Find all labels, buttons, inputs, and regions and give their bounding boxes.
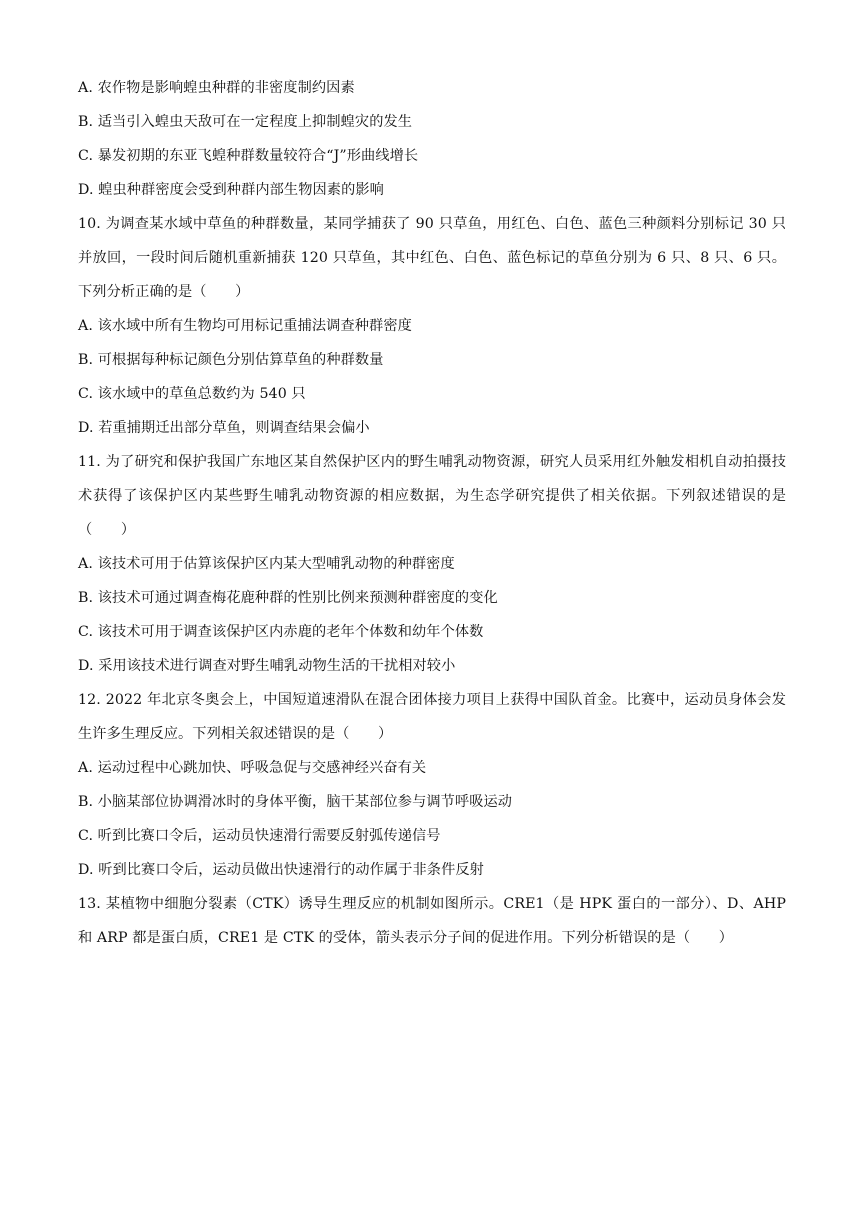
q12-option-a: A. 运动过程中心跳加快、呼吸急促与交感神经兴奋有关 xyxy=(78,760,427,776)
q11-option-d: D. 采用该技术进行调查对野生哺乳动物生活的干扰相对较小 xyxy=(78,658,456,674)
q12-stem: 12. 2022 年北京冬奥会上，中国短道速滑队在混合团体接力项目上获得中国队首金。比赛中，运动员身体会发生许多生理反应。下列相关叙述错误的是（ ） xyxy=(78,692,786,742)
question-content xyxy=(78,71,786,955)
q12-option-d: D. 听到比赛口令后，运动员做出快速滑行的动作属于非条件反射 xyxy=(78,862,484,878)
q12-option-b: B. 小脑某部位协调滑冰时的身体平衡，脑干某部位参与调节呼吸运动 xyxy=(78,794,513,810)
q13-stem: 13. 某植物中细胞分裂素（CTK）诱导生理反应的机制如图所示。CRE1（是 HPK 蛋白的一部分）、D、AHP 和 ARP 都是蛋白质，CRE1 是 CTK 的受体，箭头表示分子间的促进作用。下列分析错误的是（ ） xyxy=(78,896,786,946)
q10-option-c: C. 该水域中的草鱼总数约为 540 只 xyxy=(78,386,306,402)
q9-option-b: B. 适当引入蝗虫天敌可在一定程度上抑制蝗灾的发生 xyxy=(78,114,413,130)
q12-option-c: C. 听到比赛口令后，运动员快速滑行需要反射弧传递信号 xyxy=(78,828,441,844)
q11-option-c: C. 该技术可用于调查该保护区内赤鹿的老年个体数和幼年个体数 xyxy=(78,624,484,640)
q11-stem: 11. 为了研究和保护我国广东地区某自然保护区内的野生哺乳动物资源，研究人员采用红外触发相机自动拍摄技术获得了该保护区内某些野生哺乳动物资源的相应数据，为生态学研究提供了相关依据。下列叙述错误的是（ ） xyxy=(78,454,786,538)
q10-stem: 10. 为调查某水域中草鱼的种群数量，某同学捕获了 90 只草鱼，用红色、白色、蓝色三种颜料分别标记 30 只并放回，一段时间后随机重新捕获 120 只草鱼，其中红色、白色、蓝色标记的草鱼分别为 6 只、8 只、6 只。下列分析正确的是（ ） xyxy=(78,216,786,300)
q10-option-d: D. 若重捕期迁出部分草鱼，则调查结果会偏小 xyxy=(78,420,370,436)
q9-option-d: D. 蝗虫种群密度会受到种群内部生物因素的影响 xyxy=(78,182,384,198)
q11-option-a: A. 该技术可用于估算该保护区内某大型哺乳动物的种群密度 xyxy=(78,556,455,572)
q10-option-a: A. 该水域中所有生物均可用标记重捕法调查种群密度 xyxy=(78,318,412,334)
q9-option-c: C. 暴发初期的东亚飞蝗种群数量较符合“J”形曲线增长 xyxy=(78,148,419,164)
q11-option-b: B. 该技术可通过调查梅花鹿种群的性别比例来预测种群密度的变化 xyxy=(78,590,498,606)
q9-option-a: A. 农作物是影响蝗虫种群的非密度制约因素 xyxy=(78,80,355,96)
q10-option-b: B. 可根据每种标记颜色分别估算草鱼的种群数量 xyxy=(78,352,384,368)
